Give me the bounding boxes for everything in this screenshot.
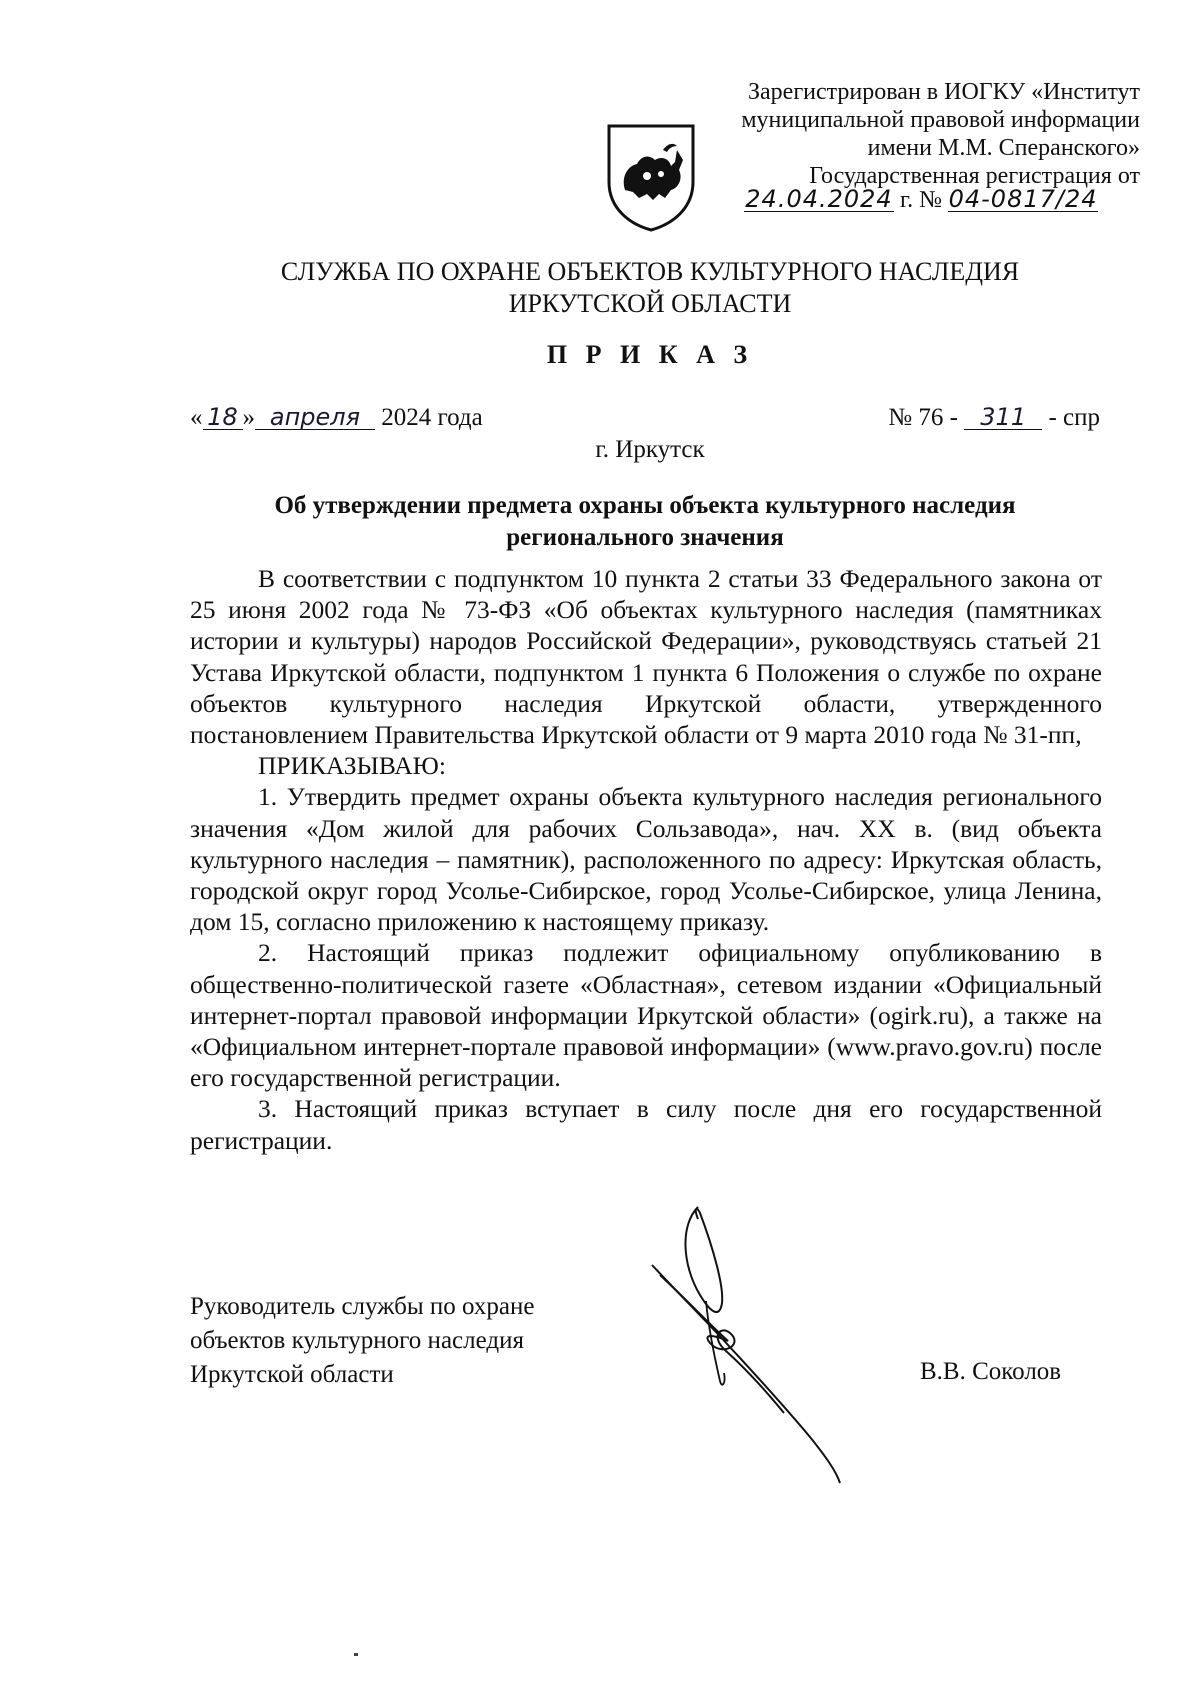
date-number-row xyxy=(190,404,1100,440)
order-number-handwritten: 311 xyxy=(964,405,1042,430)
agency-heading xyxy=(150,256,1150,320)
registration-line-4: Государственная регистрация от xyxy=(809,163,1140,189)
order-date xyxy=(190,404,483,432)
item-3-paragraph: 3. Настоящий приказ вступает в силу после дня его государственной регистрации. xyxy=(190,1094,1102,1155)
registration-stamp xyxy=(700,78,1140,190)
signatory-line-3: Иркутской области xyxy=(190,1361,394,1388)
item-1-paragraph: 1. Утвердить предмет охраны объекта культурного наследия регионального значения «Дом жилой для рабочих Сользавода», нач. XX в. (вид объекта культурного наследия – памятник), расположенного по адресу: Иркутская область, городской округ город Усолье-Сибирское, город Усолье-Сибирское, улица Ленина, дом 15, согласно приложению к настоящему приказу. xyxy=(190,782,1102,937)
registration-number-line xyxy=(744,187,1144,214)
irkutsk-coat-of-arms-icon xyxy=(603,120,699,232)
order-year: 2024 года xyxy=(381,404,483,431)
registration-number-label: г. № xyxy=(900,187,943,213)
order-number-prefix: № 76 - xyxy=(888,404,958,431)
page-mark xyxy=(354,1653,358,1656)
item-2-paragraph: 2. Настоящий приказ подлежит официальному опубликованию в общественно-политической газете «Областная», сетевом издании «Официальный интернет-портал правовой информации Иркутской области» (ogirk.ru), а также на «Официальном интернет-портале правовой информации» (www.pravo.gov.ru) после его государственной регистрации. xyxy=(190,938,1102,1093)
registration-line-1: Зарегистрирован в ИОГКУ «Институт xyxy=(747,79,1140,105)
preamble-paragraph: В соответствии с подпунктом 10 пункта 2 статьи 33 Федерального закона от 25 июня 2002 года № 73-ФЗ «Об объектах культурного наследия (памятниках истории и культуры) народов Российской Федерации», руководствуясь статьей 21 Устава Иркутской области, подпунктом 1 пункта 6 Положения о службе по охране объектов культурного наследия Иркутской области, утвержденного постановлением Правительства Иркутской области от 9 марта 2010 года № 31-пп, xyxy=(190,564,1102,750)
quote-close: » xyxy=(242,404,255,431)
agency-line-1: СЛУЖБА ПО ОХРАНЕ ОБЪЕКТОВ КУЛЬТУРНОГО НАСЛЕДИЯ xyxy=(280,257,1020,286)
registration-date-handwritten: 24.04.2024 xyxy=(745,185,893,213)
order-body xyxy=(190,563,1102,1156)
signatory-line-1: Руководитель службы по охране xyxy=(190,1293,535,1320)
subject-line-2: регионального значения xyxy=(506,524,784,551)
order-subject xyxy=(190,490,1100,554)
order-word: ПРИКАЗЫВАЮ: xyxy=(258,751,446,781)
registration-line-3: имени М.М. Сперанского» xyxy=(867,135,1140,161)
registration-line-2: муниципальной правовой информации xyxy=(741,107,1140,133)
signatory-name: В.В. Соколов xyxy=(920,1358,1062,1385)
order-day-handwritten: 18 xyxy=(203,405,243,430)
registration-number-handwritten: 04-0817/24 xyxy=(948,185,1098,213)
agency-line-2: ИРКУТСКОЙ ОБЛАСТИ xyxy=(508,289,792,318)
handwritten-signature-icon xyxy=(650,1205,870,1485)
order-number-suffix: - спр xyxy=(1048,404,1100,431)
city: г. Иркутск xyxy=(595,436,705,463)
order-title: П Р И К А З xyxy=(546,340,754,369)
signatory-title xyxy=(190,1290,610,1392)
order-number xyxy=(888,404,1100,432)
quote-open: « xyxy=(190,404,203,431)
order-month-handwritten: апреля xyxy=(255,405,375,430)
subject-line-1: Об утверждении предмета охраны объекта культурного наследия xyxy=(274,492,1016,519)
signatory-line-2: объектов культурного наследия xyxy=(190,1327,524,1354)
